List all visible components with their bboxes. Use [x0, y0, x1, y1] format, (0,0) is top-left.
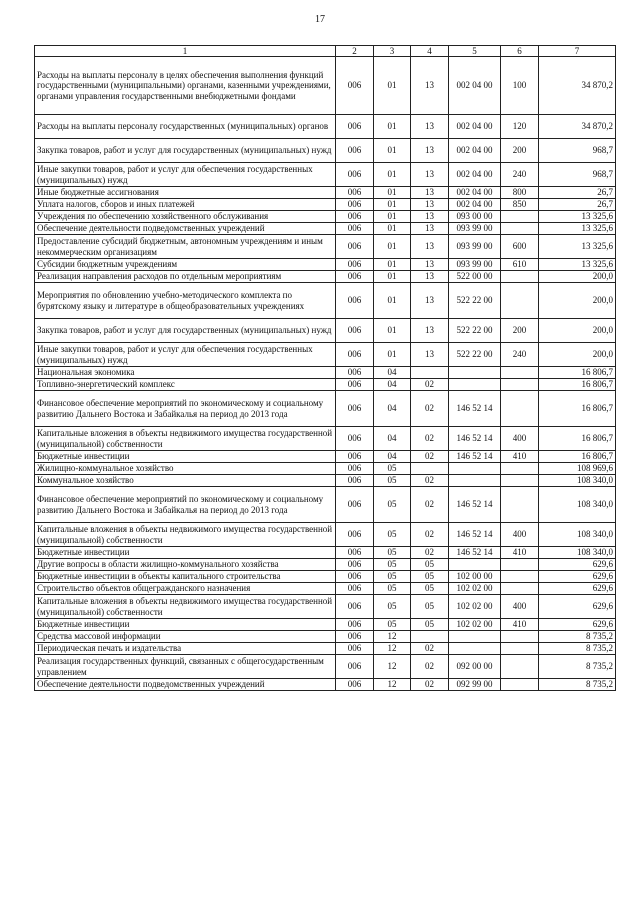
row-subsection: 13: [411, 57, 449, 115]
row-section: 05: [374, 523, 411, 547]
row-name: Финансовое обеспечение мероприятий по экономическому и социальному развитию Дальнего Востока и Забайкалья на период до 2013 года: [35, 391, 336, 427]
row-name: Другие вопросы в области жилищно-коммунального хозяйства: [35, 559, 336, 571]
row-ministry: 006: [336, 559, 374, 571]
table-row: [35, 115, 616, 139]
table-row: [35, 199, 616, 211]
row-subsection: 13: [411, 163, 449, 187]
row-name: Жилищно-коммунальное хозяйство: [35, 463, 336, 475]
table-row: [35, 187, 616, 199]
row-name: Расходы на выплаты персоналу государственных (муниципальных) органов: [35, 115, 336, 139]
row-target: 522 00 00: [449, 271, 501, 283]
row-subsection: 13: [411, 319, 449, 343]
row-subsection: 02: [411, 643, 449, 655]
row-ministry: 006: [336, 343, 374, 367]
table-row: [35, 547, 616, 559]
row-section: 01: [374, 271, 411, 283]
row-name: Строительство объектов общегражданского назначения: [35, 583, 336, 595]
row-target: 146 52 14: [449, 547, 501, 559]
row-subsection: 13: [411, 211, 449, 223]
table-row: [35, 679, 616, 691]
row-ministry: 006: [336, 475, 374, 487]
row-section: 01: [374, 187, 411, 199]
row-target: [449, 631, 501, 643]
row-amount: 8 735,2: [539, 655, 616, 679]
row-expense-type: [501, 631, 539, 643]
row-amount: 16 806,7: [539, 367, 616, 379]
table-row: [35, 57, 616, 115]
row-expense-type: 410: [501, 619, 539, 631]
row-section: 01: [374, 283, 411, 319]
row-subsection: 13: [411, 139, 449, 163]
row-target: [449, 379, 501, 391]
row-target: 102 02 00: [449, 619, 501, 631]
row-target: 146 52 14: [449, 391, 501, 427]
row-name: Средства массовой информации: [35, 631, 336, 643]
row-ministry: 006: [336, 187, 374, 199]
row-target: 093 00 00: [449, 211, 501, 223]
row-ministry: 006: [336, 571, 374, 583]
row-name: Периодическая печать и издательства: [35, 643, 336, 655]
row-target: 002 04 00: [449, 163, 501, 187]
row-target: 146 52 14: [449, 427, 501, 451]
table-row: [35, 319, 616, 343]
row-ministry: 006: [336, 595, 374, 619]
row-amount: 108 340,0: [539, 475, 616, 487]
row-subsection: [411, 463, 449, 475]
row-target: 522 22 00: [449, 319, 501, 343]
row-amount: 968,7: [539, 163, 616, 187]
table-row: [35, 631, 616, 643]
row-subsection: 13: [411, 343, 449, 367]
row-target: 102 02 00: [449, 595, 501, 619]
row-section: 04: [374, 451, 411, 463]
row-ministry: 006: [336, 223, 374, 235]
row-name: Коммунальное хозяйство: [35, 475, 336, 487]
table-row: [35, 559, 616, 571]
row-section: 01: [374, 319, 411, 343]
row-subsection: 13: [411, 259, 449, 271]
row-expense-type: 410: [501, 547, 539, 559]
row-amount: 26,7: [539, 187, 616, 199]
table-row: [35, 643, 616, 655]
row-section: 12: [374, 643, 411, 655]
row-subsection: 13: [411, 223, 449, 235]
table-row: [35, 283, 616, 319]
row-target: 093 99 00: [449, 223, 501, 235]
row-amount: 108 969,6: [539, 463, 616, 475]
row-expense-type: [501, 559, 539, 571]
header-cell-7: 7: [539, 46, 616, 57]
row-name: Мероприятия по обновлению учебно-методического комплекта по бурятскому языку и литературе в общеобразовательных учреждениях: [35, 283, 336, 319]
row-ministry: 006: [336, 643, 374, 655]
row-section: 12: [374, 655, 411, 679]
row-name: Обеспечение деятельности подведомственных учреждений: [35, 679, 336, 691]
row-amount: 629,6: [539, 595, 616, 619]
row-section: 01: [374, 211, 411, 223]
row-section: 04: [374, 367, 411, 379]
header-row: [35, 46, 616, 57]
row-ministry: 006: [336, 199, 374, 211]
table-row: [35, 163, 616, 187]
row-name: Бюджетные инвестиции в объекты капитального строительства: [35, 571, 336, 583]
row-expense-type: [501, 655, 539, 679]
row-target: 102 02 00: [449, 583, 501, 595]
row-amount: 13 325,6: [539, 259, 616, 271]
row-ministry: 006: [336, 319, 374, 343]
table-row: [35, 583, 616, 595]
row-ministry: 006: [336, 391, 374, 427]
row-name: Закупка товаров, работ и услуг для государственных (муниципальных) нужд: [35, 319, 336, 343]
row-name: Капитальные вложения в объекты недвижимого имущества государственной (муниципальной) собственности: [35, 595, 336, 619]
row-subsection: 05: [411, 619, 449, 631]
row-target: 092 00 00: [449, 655, 501, 679]
row-section: 05: [374, 571, 411, 583]
row-target: [449, 559, 501, 571]
row-name: Бюджетные инвестиции: [35, 451, 336, 463]
row-amount: 200,0: [539, 343, 616, 367]
row-expense-type: 120: [501, 115, 539, 139]
row-ministry: 006: [336, 57, 374, 115]
row-amount: 108 340,0: [539, 523, 616, 547]
row-ministry: 006: [336, 451, 374, 463]
row-name: Капитальные вложения в объекты недвижимого имущества государственной (муниципальной) собственности: [35, 523, 336, 547]
row-amount: 200,0: [539, 271, 616, 283]
row-target: 002 04 00: [449, 187, 501, 199]
row-subsection: 02: [411, 391, 449, 427]
row-name: Расходы на выплаты персоналу в целях обеспечения выполнения функций государственными (муниципальными) органами, казенными учреждениями, органами управления государственными внебюджетными фондами: [35, 57, 336, 115]
table-row: [35, 391, 616, 427]
row-amount: 13 325,6: [539, 223, 616, 235]
row-target: 146 52 14: [449, 451, 501, 463]
row-amount: 16 806,7: [539, 391, 616, 427]
row-target: 002 04 00: [449, 115, 501, 139]
row-amount: 200,0: [539, 319, 616, 343]
row-expense-type: [501, 583, 539, 595]
row-amount: 629,6: [539, 583, 616, 595]
row-subsection: 13: [411, 187, 449, 199]
row-amount: 8 735,2: [539, 679, 616, 691]
row-expense-type: [501, 283, 539, 319]
row-amount: 8 735,2: [539, 631, 616, 643]
row-expense-type: 610: [501, 259, 539, 271]
row-section: 05: [374, 475, 411, 487]
row-subsection: 05: [411, 595, 449, 619]
row-ministry: 006: [336, 655, 374, 679]
row-expense-type: 850: [501, 199, 539, 211]
row-ministry: 006: [336, 631, 374, 643]
row-section: 04: [374, 427, 411, 451]
row-expense-type: 240: [501, 343, 539, 367]
row-section: 04: [374, 391, 411, 427]
row-amount: 34 870,2: [539, 115, 616, 139]
row-subsection: 13: [411, 235, 449, 259]
row-subsection: 02: [411, 523, 449, 547]
row-expense-type: 200: [501, 139, 539, 163]
row-section: 01: [374, 57, 411, 115]
row-ministry: 006: [336, 679, 374, 691]
row-expense-type: [501, 367, 539, 379]
row-name: Иные закупки товаров, работ и услуг для обеспечения государственных (муниципальных) нужд: [35, 343, 336, 367]
row-section: 12: [374, 679, 411, 691]
row-ministry: 006: [336, 139, 374, 163]
row-subsection: 02: [411, 427, 449, 451]
header-cell-5: 5: [449, 46, 501, 57]
header-cell-4: 4: [411, 46, 449, 57]
row-section: 01: [374, 163, 411, 187]
row-expense-type: [501, 211, 539, 223]
row-subsection: 02: [411, 679, 449, 691]
row-expense-type: 600: [501, 235, 539, 259]
row-amount: 16 806,7: [539, 427, 616, 451]
row-section: 05: [374, 547, 411, 559]
row-expense-type: 800: [501, 187, 539, 199]
row-expense-type: [501, 475, 539, 487]
row-ministry: 006: [336, 463, 374, 475]
row-amount: 26,7: [539, 199, 616, 211]
table-row: [35, 451, 616, 463]
row-subsection: 02: [411, 379, 449, 391]
row-section: 04: [374, 379, 411, 391]
row-amount: 968,7: [539, 139, 616, 163]
row-amount: 13 325,6: [539, 235, 616, 259]
row-subsection: 13: [411, 199, 449, 211]
row-name: Бюджетные инвестиции: [35, 547, 336, 559]
row-section: 01: [374, 115, 411, 139]
row-name: Национальная экономика: [35, 367, 336, 379]
row-name: Уплата налогов, сборов и иных платежей: [35, 199, 336, 211]
row-ministry: 006: [336, 271, 374, 283]
row-section: 05: [374, 487, 411, 523]
row-name: Субсидии бюджетным учреждениям: [35, 259, 336, 271]
row-subsection: 05: [411, 559, 449, 571]
page-number: 17: [315, 14, 325, 25]
row-ministry: 006: [336, 619, 374, 631]
row-expense-type: 400: [501, 427, 539, 451]
row-section: 05: [374, 463, 411, 475]
table-row: [35, 367, 616, 379]
row-amount: 16 806,7: [539, 379, 616, 391]
row-name: Иные закупки товаров, работ и услуг для обеспечения государственных (муниципальных) нужд: [35, 163, 336, 187]
row-ministry: 006: [336, 379, 374, 391]
row-amount: 8 735,2: [539, 643, 616, 655]
row-ministry: 006: [336, 523, 374, 547]
header-cell-3: 3: [374, 46, 411, 57]
table-row: [35, 223, 616, 235]
table-row: [35, 655, 616, 679]
row-amount: 629,6: [539, 559, 616, 571]
row-expense-type: 200: [501, 319, 539, 343]
row-expense-type: [501, 679, 539, 691]
row-name: Учреждения по обеспечению хозяйственного обслуживания: [35, 211, 336, 223]
row-target: 522 22 00: [449, 283, 501, 319]
row-name: Обеспечение деятельности подведомственных учреждений: [35, 223, 336, 235]
row-amount: 108 340,0: [539, 487, 616, 523]
row-name: Финансовое обеспечение мероприятий по экономическому и социальному развитию Дальнего Востока и Забайкалья на период до 2013 года: [35, 487, 336, 523]
table-row: [35, 139, 616, 163]
row-section: 05: [374, 595, 411, 619]
table-row: [35, 343, 616, 367]
row-section: 05: [374, 583, 411, 595]
row-ministry: 006: [336, 583, 374, 595]
row-expense-type: [501, 391, 539, 427]
row-name: Капитальные вложения в объекты недвижимого имущества государственной (муниципальной) собственности: [35, 427, 336, 451]
table-row: [35, 475, 616, 487]
row-expense-type: 240: [501, 163, 539, 187]
row-section: 01: [374, 259, 411, 271]
table-row: [35, 571, 616, 583]
row-subsection: 02: [411, 487, 449, 523]
table-row: [35, 523, 616, 547]
row-subsection: [411, 631, 449, 643]
row-section: 05: [374, 559, 411, 571]
row-section: 01: [374, 223, 411, 235]
row-target: 002 04 00: [449, 139, 501, 163]
row-ministry: 006: [336, 283, 374, 319]
row-target: 522 22 00: [449, 343, 501, 367]
row-amount: 629,6: [539, 571, 616, 583]
row-name: Реализация направления расходов по отдельным мероприятиям: [35, 271, 336, 283]
row-subsection: 13: [411, 283, 449, 319]
header-cell-1: 1: [35, 46, 336, 57]
row-ministry: 006: [336, 367, 374, 379]
row-name: Закупка товаров, работ и услуг для государственных (муниципальных) нужд: [35, 139, 336, 163]
row-target: [449, 475, 501, 487]
row-target: [449, 367, 501, 379]
row-name: Реализация государственных функций, связанных с общегосударственным управлением: [35, 655, 336, 679]
row-target: [449, 463, 501, 475]
row-ministry: 006: [336, 115, 374, 139]
row-ministry: 006: [336, 235, 374, 259]
row-target: 102 00 00: [449, 571, 501, 583]
table-row: [35, 379, 616, 391]
budget-table: [34, 45, 616, 691]
row-name: Топливно-энергетический комплекс: [35, 379, 336, 391]
row-ministry: 006: [336, 211, 374, 223]
row-target: [449, 643, 501, 655]
row-section: 05: [374, 619, 411, 631]
row-subsection: 02: [411, 451, 449, 463]
row-target: 002 04 00: [449, 199, 501, 211]
header-cell-2: 2: [336, 46, 374, 57]
row-ministry: 006: [336, 163, 374, 187]
row-subsection: 05: [411, 583, 449, 595]
row-expense-type: [501, 379, 539, 391]
row-target: 093 99 00: [449, 235, 501, 259]
row-expense-type: 410: [501, 451, 539, 463]
row-target: 092 99 00: [449, 679, 501, 691]
row-expense-type: [501, 487, 539, 523]
row-expense-type: 100: [501, 57, 539, 115]
row-section: 01: [374, 343, 411, 367]
table-row: [35, 427, 616, 451]
row-expense-type: [501, 463, 539, 475]
table-row: [35, 271, 616, 283]
row-target: 002 04 00: [449, 57, 501, 115]
row-target: 146 52 14: [449, 487, 501, 523]
row-amount: 13 325,6: [539, 211, 616, 223]
table-row: [35, 259, 616, 271]
row-amount: 108 340,0: [539, 547, 616, 559]
row-name: Предоставление субсидий бюджетным, автономным учреждениям и иным некоммерческим организациям: [35, 235, 336, 259]
table-row: [35, 487, 616, 523]
row-expense-type: 400: [501, 595, 539, 619]
row-ministry: 006: [336, 547, 374, 559]
row-ministry: 006: [336, 259, 374, 271]
row-expense-type: [501, 571, 539, 583]
row-subsection: 02: [411, 655, 449, 679]
row-subsection: [411, 367, 449, 379]
row-subsection: 02: [411, 547, 449, 559]
row-section: 12: [374, 631, 411, 643]
table-row: [35, 235, 616, 259]
row-subsection: 02: [411, 475, 449, 487]
row-section: 01: [374, 199, 411, 211]
row-expense-type: [501, 271, 539, 283]
row-section: 01: [374, 139, 411, 163]
row-ministry: 006: [336, 487, 374, 523]
row-expense-type: [501, 643, 539, 655]
table-row: [35, 619, 616, 631]
row-amount: 200,0: [539, 283, 616, 319]
row-subsection: 05: [411, 571, 449, 583]
row-ministry: 006: [336, 427, 374, 451]
row-target: 093 99 00: [449, 259, 501, 271]
row-amount: 629,6: [539, 619, 616, 631]
row-subsection: 13: [411, 271, 449, 283]
row-expense-type: 400: [501, 523, 539, 547]
row-amount: 34 870,2: [539, 57, 616, 115]
row-expense-type: [501, 223, 539, 235]
row-name: Бюджетные инвестиции: [35, 619, 336, 631]
table-row: [35, 211, 616, 223]
row-target: 146 52 14: [449, 523, 501, 547]
row-amount: 16 806,7: [539, 451, 616, 463]
row-section: 01: [374, 235, 411, 259]
row-name: Иные бюджетные ассигнования: [35, 187, 336, 199]
table-row: [35, 463, 616, 475]
header-cell-6: 6: [501, 46, 539, 57]
table-row: [35, 595, 616, 619]
row-subsection: 13: [411, 115, 449, 139]
